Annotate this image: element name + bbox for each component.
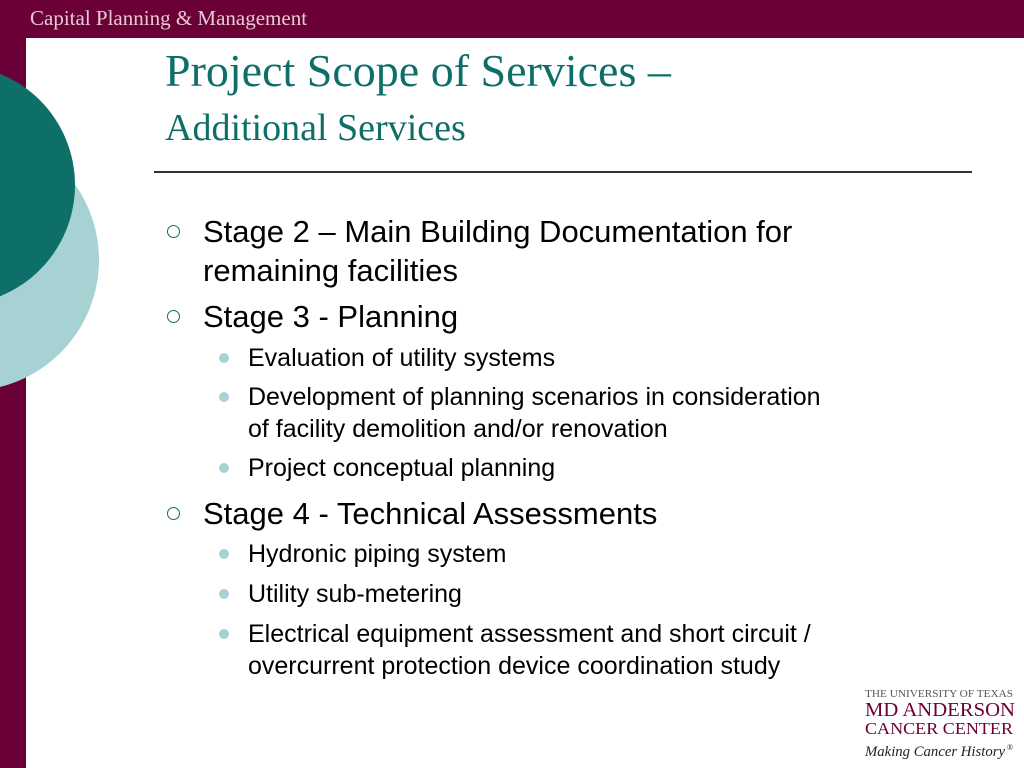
sub-bullet-dot-icon xyxy=(219,463,229,473)
bullet-item-text: remaining facilities xyxy=(203,253,458,288)
logo-university-text: THE UNIVERSITY OF TEXAS xyxy=(865,689,1014,700)
sub-bullet-item-text: of facility demolition and/or renovation xyxy=(248,415,668,443)
bullet-ring-icon xyxy=(167,225,180,238)
sub-bullet-dot-icon xyxy=(219,392,229,402)
sub-bullet-item-text: Evaluation of utility systems xyxy=(248,344,556,372)
sub-bullet-item-text: Utility sub-metering xyxy=(248,580,462,608)
sub-bullet-item-text: Project conceptual planning xyxy=(248,454,556,482)
logo-cancer-center-text: CANCER CENTER xyxy=(865,719,1014,738)
bullet-item-text: Stage 3 - Planning xyxy=(203,299,459,334)
md-anderson-logo xyxy=(862,686,1018,762)
bullet-ring-icon xyxy=(167,507,180,520)
sub-bullet-dot-icon xyxy=(219,353,229,363)
sub-bullet-dot-icon xyxy=(219,589,229,599)
sub-bullet-item-text: Electrical equipment assessment and short circuit / xyxy=(248,620,811,648)
bullet-ring-icon xyxy=(167,310,180,323)
sub-bullet-item-text: Hydronic piping system xyxy=(248,540,507,568)
sub-bullet-item-text: overcurrent protection device coordination study xyxy=(248,652,781,680)
logo-tagline: Making Cancer History xyxy=(863,744,1006,760)
bullet-item-text: Stage 4 - Technical Assessments xyxy=(203,496,658,531)
sub-bullet-dot-icon xyxy=(219,629,229,639)
section-title: Capital Planning & Management xyxy=(30,6,308,30)
bullet-item-text: Stage 2 – Main Building Documentation for xyxy=(203,214,793,249)
slide-title: Project Scope of Services – xyxy=(165,45,671,96)
sub-bullet-item-text: Development of planning scenarios in consideration xyxy=(248,383,821,411)
logo-registered-mark: ® xyxy=(1007,743,1014,752)
slide-subtitle: Additional Services xyxy=(165,107,466,149)
logo-md-anderson-text: MD ANDERSON xyxy=(865,699,1015,721)
sub-bullet-dot-icon xyxy=(219,549,229,559)
